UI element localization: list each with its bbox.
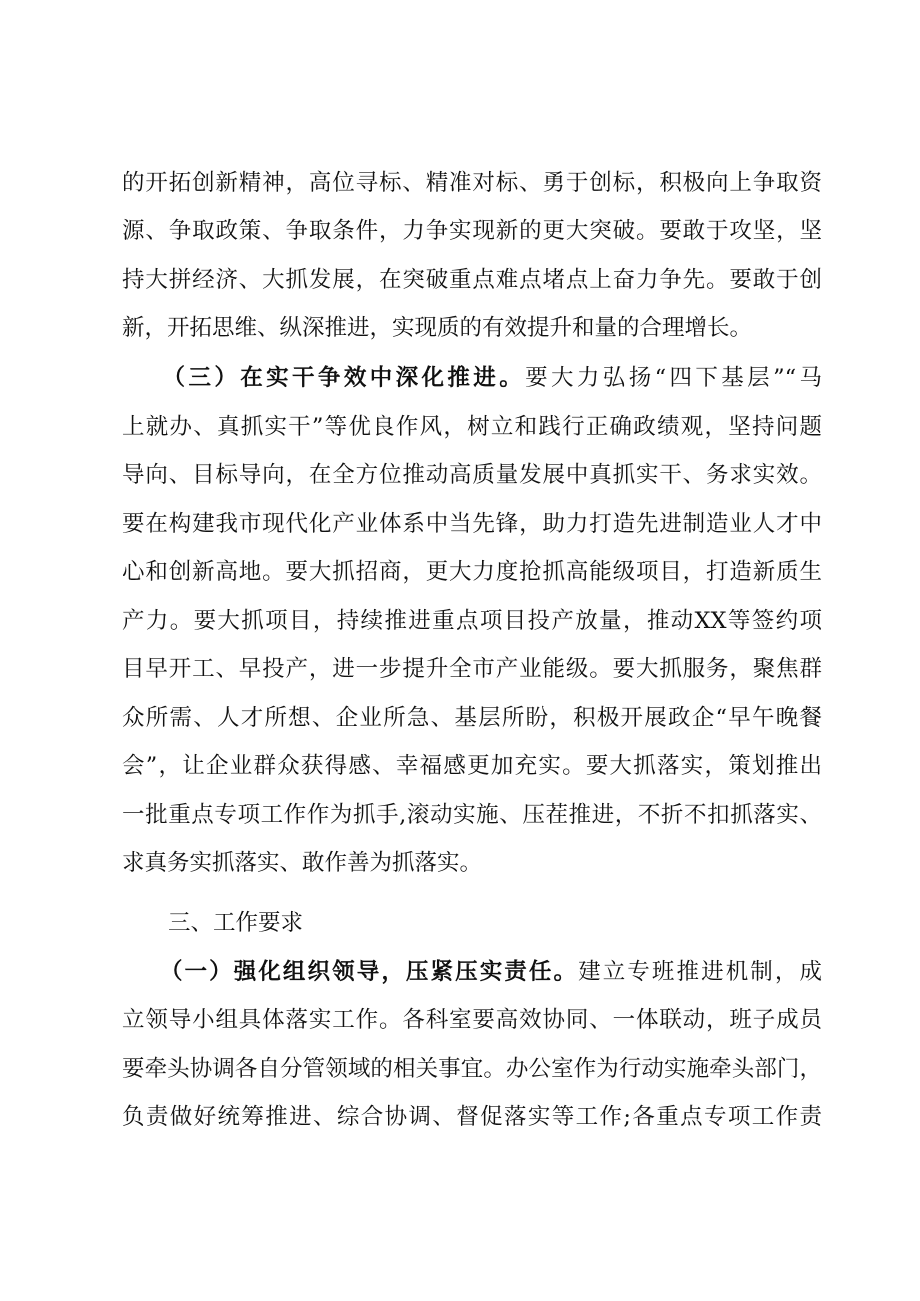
para1-line-3: 持大拼经济、大抓发展，在突破重点难点堵点上奋力争先。要敢于创 xyxy=(122,267,822,293)
para2-line-2: 上就办、真抓实干”等优良作风，树立和践行正确政绩观，坚持问题 xyxy=(122,414,822,440)
para2-line-5: 心和创新高地。要大抓招商，更大力度抢抓高能级项目，打造新质生 xyxy=(122,559,822,585)
para1-line-1: 的开拓创新精神，高位寻标、精准对标、勇于创标，积极向上争取资 xyxy=(122,170,822,196)
para3-first-line xyxy=(122,949,822,995)
section-heading: 三、工作要求 xyxy=(168,910,304,936)
para3-indent xyxy=(122,959,171,985)
para2-line-6: 产力。要大抓项目，持续推进重点项目投产放量，推动XX等签约项 xyxy=(122,608,822,634)
para1-line-2: 源、争取政策、争取条件，力争实现新的更大突破。要敢于攻坚，坚 xyxy=(122,218,822,244)
para2-first-line xyxy=(122,355,822,401)
para2-line-11: 求真务实抓落实、敢作善为抓落实。 xyxy=(122,850,483,876)
para3-line-2: 立领导小组具体落实工作。各科室要高效协同、一体联动，班子成员 xyxy=(122,1007,822,1033)
para2-line-10: 一批重点专项工作作为抓手,滚动实施、压茬推进，不折不扣抓落实、 xyxy=(122,802,822,828)
para3-title: （一）强化组织领导，压紧压实责任。 xyxy=(171,959,579,985)
para2-first-rest: 要大力弘扬“四下基层”“马 xyxy=(525,365,822,391)
para2-line-7: 目早开工、早投产，进一步提升全市产业能级。要大抓服务，聚焦群 xyxy=(122,656,822,682)
para3-first-rest: 建立专班推进机制，成 xyxy=(578,959,822,985)
para2-line-3: 导向、目标导向，在全方位推动高质量发展中真抓实干、务求实效。 xyxy=(122,462,822,488)
para2-line-9: 会”，让企业群众获得感、幸福感更加充实。要大抓落实，策划推出 xyxy=(122,753,822,779)
para2-line-4: 要在构建我市现代化产业体系中当先锋，助力打造先进制造业人才中 xyxy=(122,511,822,537)
para3-line-4: 负责做好统筹推进、综合协调、督促落实等工作;各重点专项工作责 xyxy=(122,1104,822,1130)
para2-title: （三）在实干争效中深化推进。 xyxy=(173,365,526,391)
para3-line-3: 要牵头协调各自分管领域的相关事宜。办公室作为行动实施牵头部门， xyxy=(122,1056,822,1082)
para1-line-4: 新，开拓思维、纵深推进，实现质的有效提升和量的合理增长。 xyxy=(122,315,753,341)
para2-indent xyxy=(122,365,174,391)
para2-line-8: 众所需、人才所想、企业所急、基层所盼，积极开展政企“早午晚餐 xyxy=(122,705,822,731)
